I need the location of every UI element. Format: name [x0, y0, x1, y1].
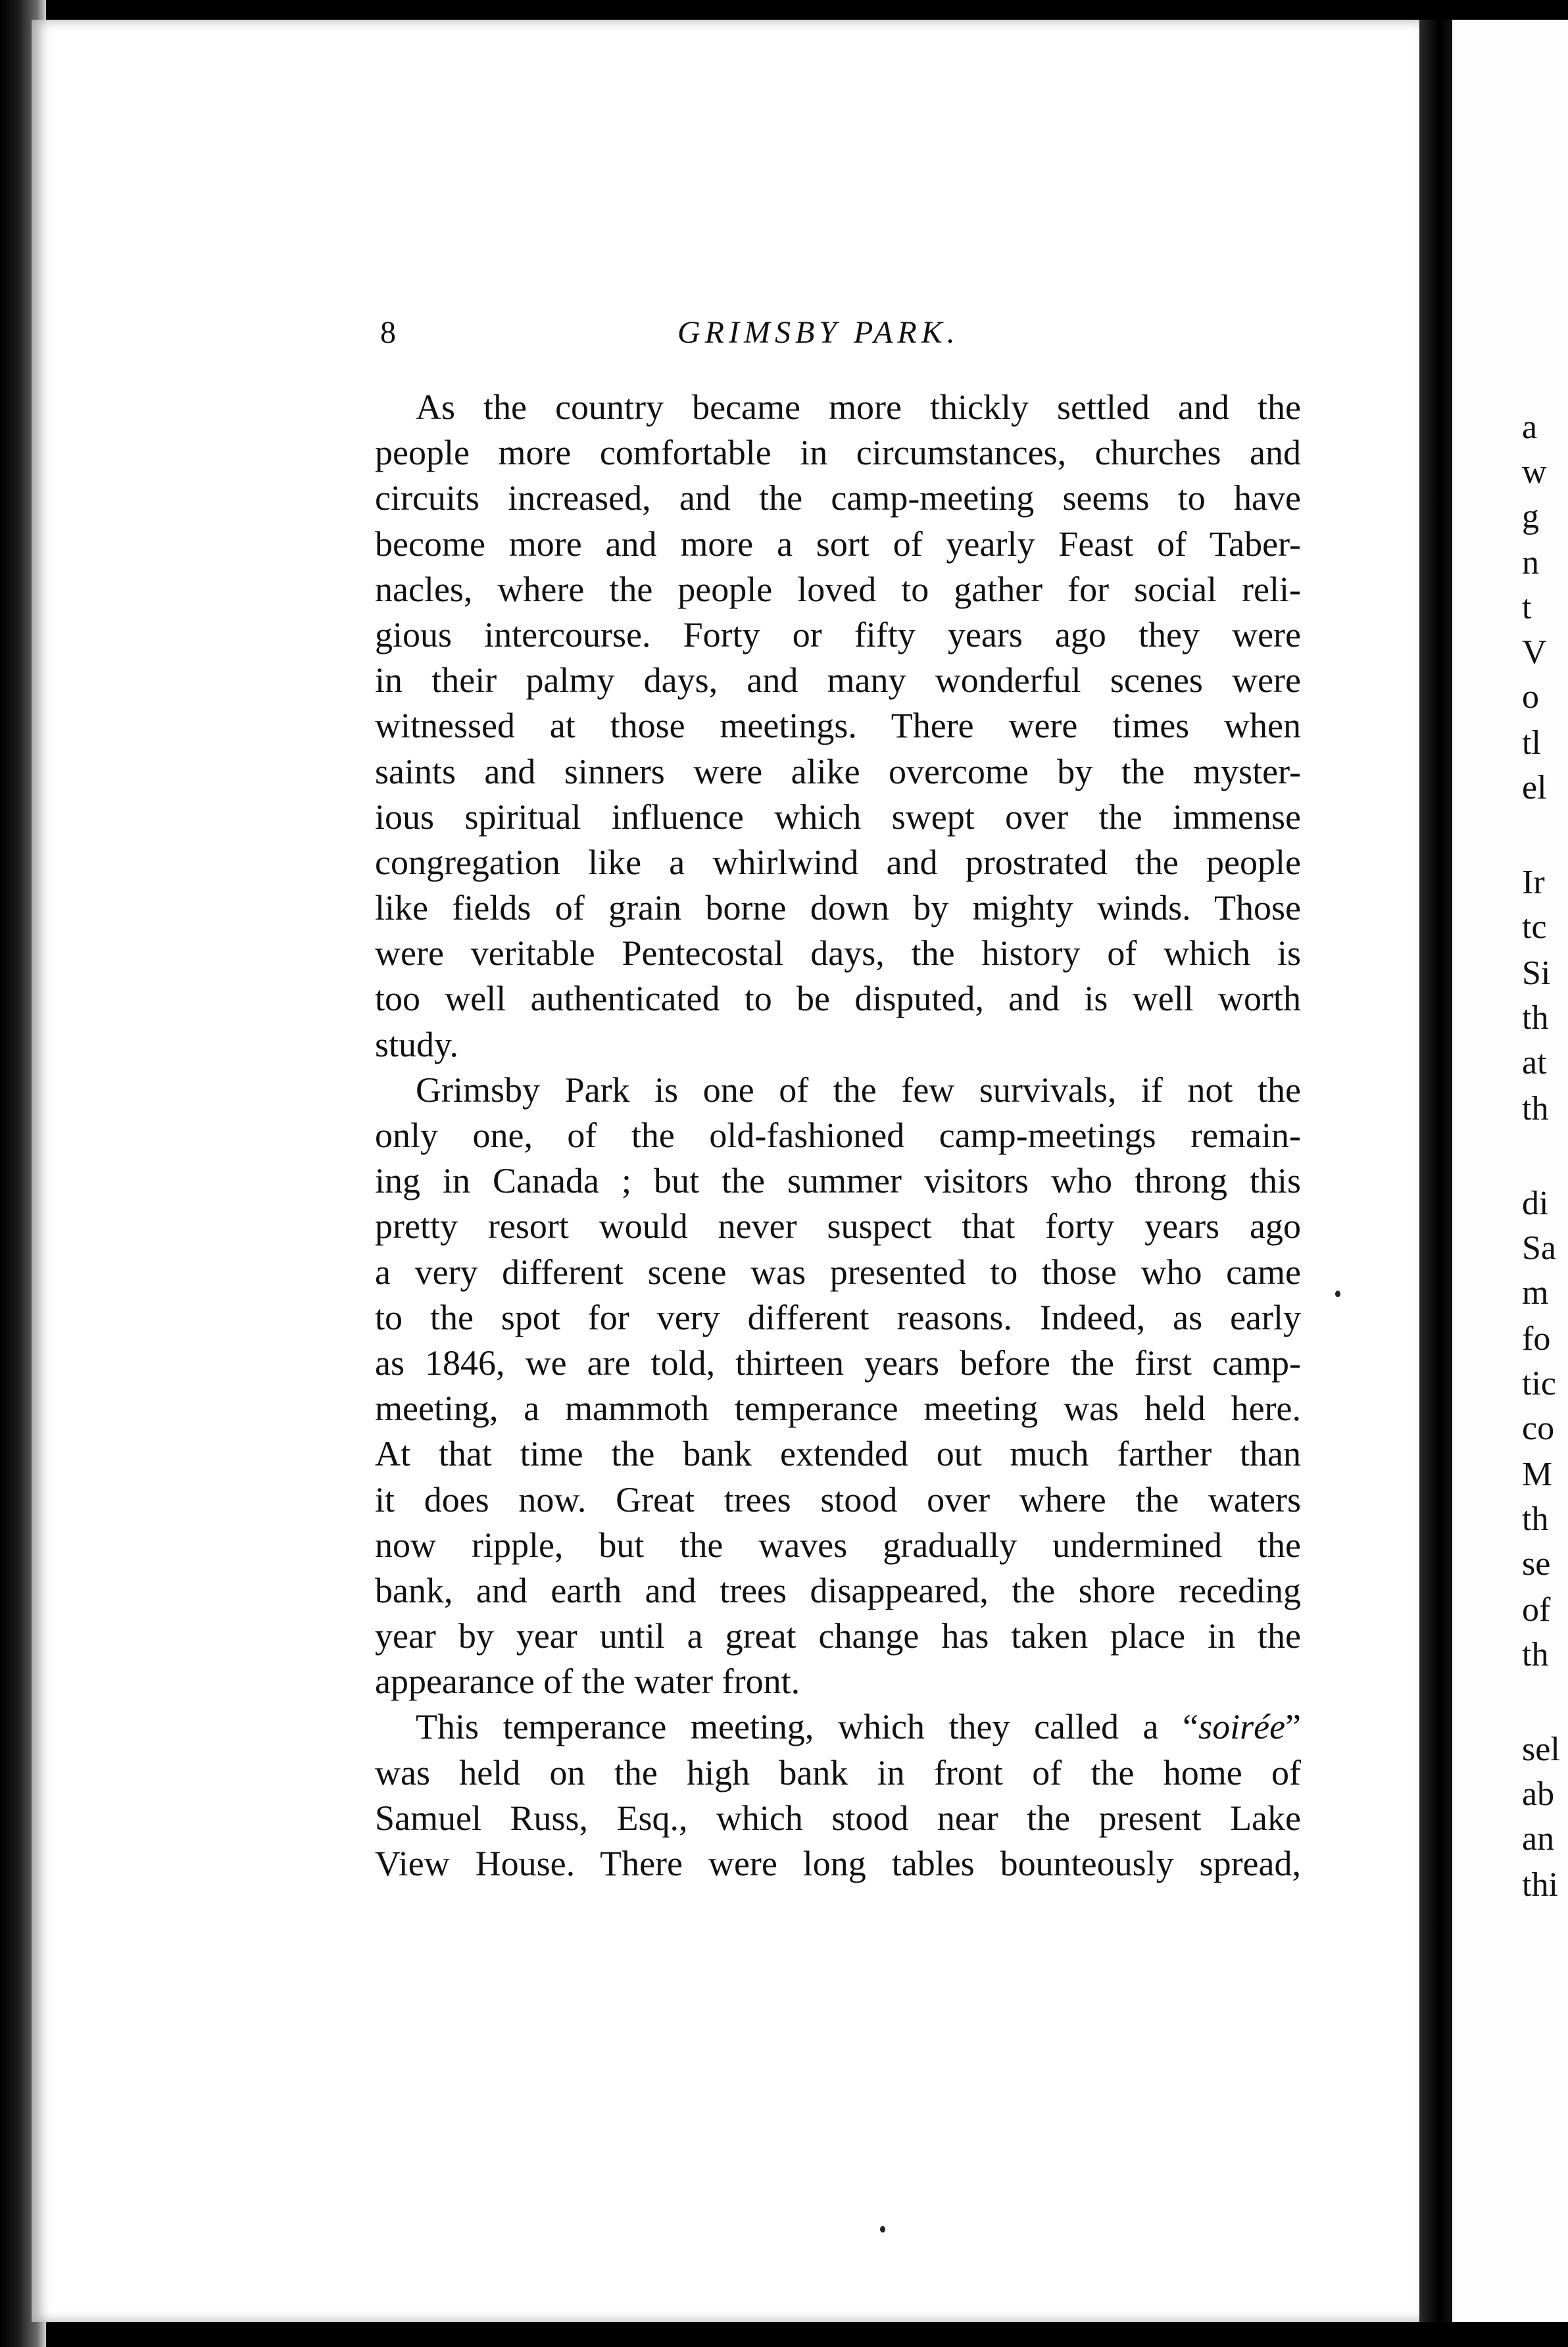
facing-page-fragment: o	[1522, 678, 1539, 716]
text-line: As the country became more thickly settled and the	[416, 387, 1301, 427]
facing-page-fragment: w	[1522, 453, 1547, 491]
text-line: saints and sinners were alike overcome by the myster-	[375, 751, 1301, 791]
text-line: in their palmy days, and many wonderful scenes were	[375, 660, 1301, 701]
facing-page-fragment: th	[1522, 1500, 1549, 1538]
facing-page-fragment: at	[1522, 1044, 1547, 1081]
text-line: bank, and earth and trees disappeared, the shore receding	[375, 1570, 1301, 1610]
text-line: a very different scene was presented to those who came	[375, 1252, 1301, 1292]
text-line: to the spot for very different reasons. Indeed, as early	[375, 1297, 1301, 1337]
text-line: as 1846, we are told, thirteen years before the first camp-	[375, 1343, 1301, 1383]
text-line: now ripple, but the waves gradually undermined the	[375, 1525, 1301, 1565]
facing-page-fragment: n	[1522, 544, 1539, 581]
facing-page-fragment: co	[1522, 1410, 1555, 1447]
paper-speck	[880, 2226, 885, 2233]
text-line: pretty resort would never suspect that forty years ago	[375, 1206, 1301, 1247]
text-line: meeting, a mammoth temperance meeting was held here.	[375, 1389, 1301, 1429]
facing-page-fragment: el	[1522, 769, 1547, 806]
facing-page-fragment: t	[1522, 589, 1532, 626]
book-gutter	[1419, 20, 1452, 2322]
text-line: year by year until a great change has taken place in the	[375, 1616, 1301, 1656]
text-line: witnessed at those meetings. There were times when	[375, 706, 1301, 746]
paper-speck	[1335, 1291, 1340, 1297]
text-line: gious intercourse. Forty or fifty years ago they were	[375, 614, 1301, 655]
text-line: become more and more a sort of yearly Feast of Taber-	[375, 524, 1301, 564]
facing-page-fragment: se	[1522, 1545, 1551, 1583]
facing-page-fragment: th	[1522, 1090, 1549, 1127]
body-text	[375, 385, 1301, 1887]
facing-page-fragment: fo	[1522, 1320, 1551, 1358]
facing-page-fragment: tl	[1522, 724, 1541, 762]
text-line: only one, of the old-fashioned camp-meetings remain-	[375, 1116, 1301, 1155]
facing-page-fragment: tc	[1522, 908, 1547, 946]
facing-page-fragment: Sa	[1522, 1229, 1556, 1267]
text-line: congregation like a whirlwind and prostrated the people	[375, 842, 1301, 882]
page-number: 8	[380, 315, 396, 350]
facing-page-fragment: V	[1522, 633, 1547, 671]
text-line: View House. There were long tables bounteously spread,	[375, 1844, 1301, 1883]
facing-page-fragment: M	[1522, 1456, 1553, 1493]
text-line: was held on the high bank in front of the home of	[375, 1752, 1301, 1792]
text-line: ious spiritual influence which swept over the immense	[375, 797, 1301, 837]
text-line: too well authenticated to be disputed, and is well worth	[375, 979, 1301, 1019]
page-header-title: GRIMSBY PARK.	[677, 315, 960, 350]
facing-page-fragment: Ir	[1522, 864, 1545, 901]
facing-page-fragment: th	[1522, 999, 1549, 1037]
running-head	[380, 314, 1301, 367]
facing-page-fragment: di	[1522, 1185, 1549, 1222]
text-line: appearance of the water front.	[375, 1662, 800, 1702]
facing-page-fragment: th	[1522, 1636, 1549, 1673]
facing-page-fragment: ab	[1522, 1775, 1555, 1813]
facing-page-fragment: Si	[1522, 954, 1551, 992]
facing-page-fragment: an	[1522, 1820, 1555, 1858]
text-line: Grimsby Park is one of the few survivals, if not the	[416, 1070, 1301, 1110]
facing-page-fragment: thi	[1522, 1866, 1558, 1904]
text-line: ing in Canada ; but the summer visitors who throng this	[375, 1161, 1301, 1201]
text-line: circuits increased, and the camp-meeting seems to have	[375, 478, 1301, 518]
text-line: At that time the bank extended out much farther than	[375, 1434, 1301, 1474]
text-line: study.	[375, 1024, 459, 1064]
text-line: This temperance meeting, which they called a “soirée”	[416, 1707, 1301, 1747]
text-line: were veritable Pentecostal days, the history of which is	[375, 933, 1301, 974]
text-line: like fields of grain borne down by mighty winds. Those	[375, 888, 1301, 928]
facing-page-fragment: sel	[1522, 1731, 1560, 1768]
text-line: it does now. Great trees stood over where the waters	[375, 1479, 1301, 1519]
facing-page-fragment: g	[1522, 498, 1539, 535]
facing-page-fragment: a	[1522, 408, 1538, 446]
facing-page-fragment: m	[1522, 1274, 1549, 1312]
facing-page-fragment: of	[1522, 1591, 1551, 1629]
facing-page-fragment: tic	[1522, 1365, 1556, 1402]
text-line: Samuel Russ, Esq., which stood near the present Lake	[375, 1798, 1301, 1838]
text-line: nacles, where the people loved to gather for social reli-	[375, 569, 1301, 609]
facing-page	[1452, 20, 1568, 2322]
text-line: people more comfortable in circumstances, churches and	[375, 433, 1301, 473]
